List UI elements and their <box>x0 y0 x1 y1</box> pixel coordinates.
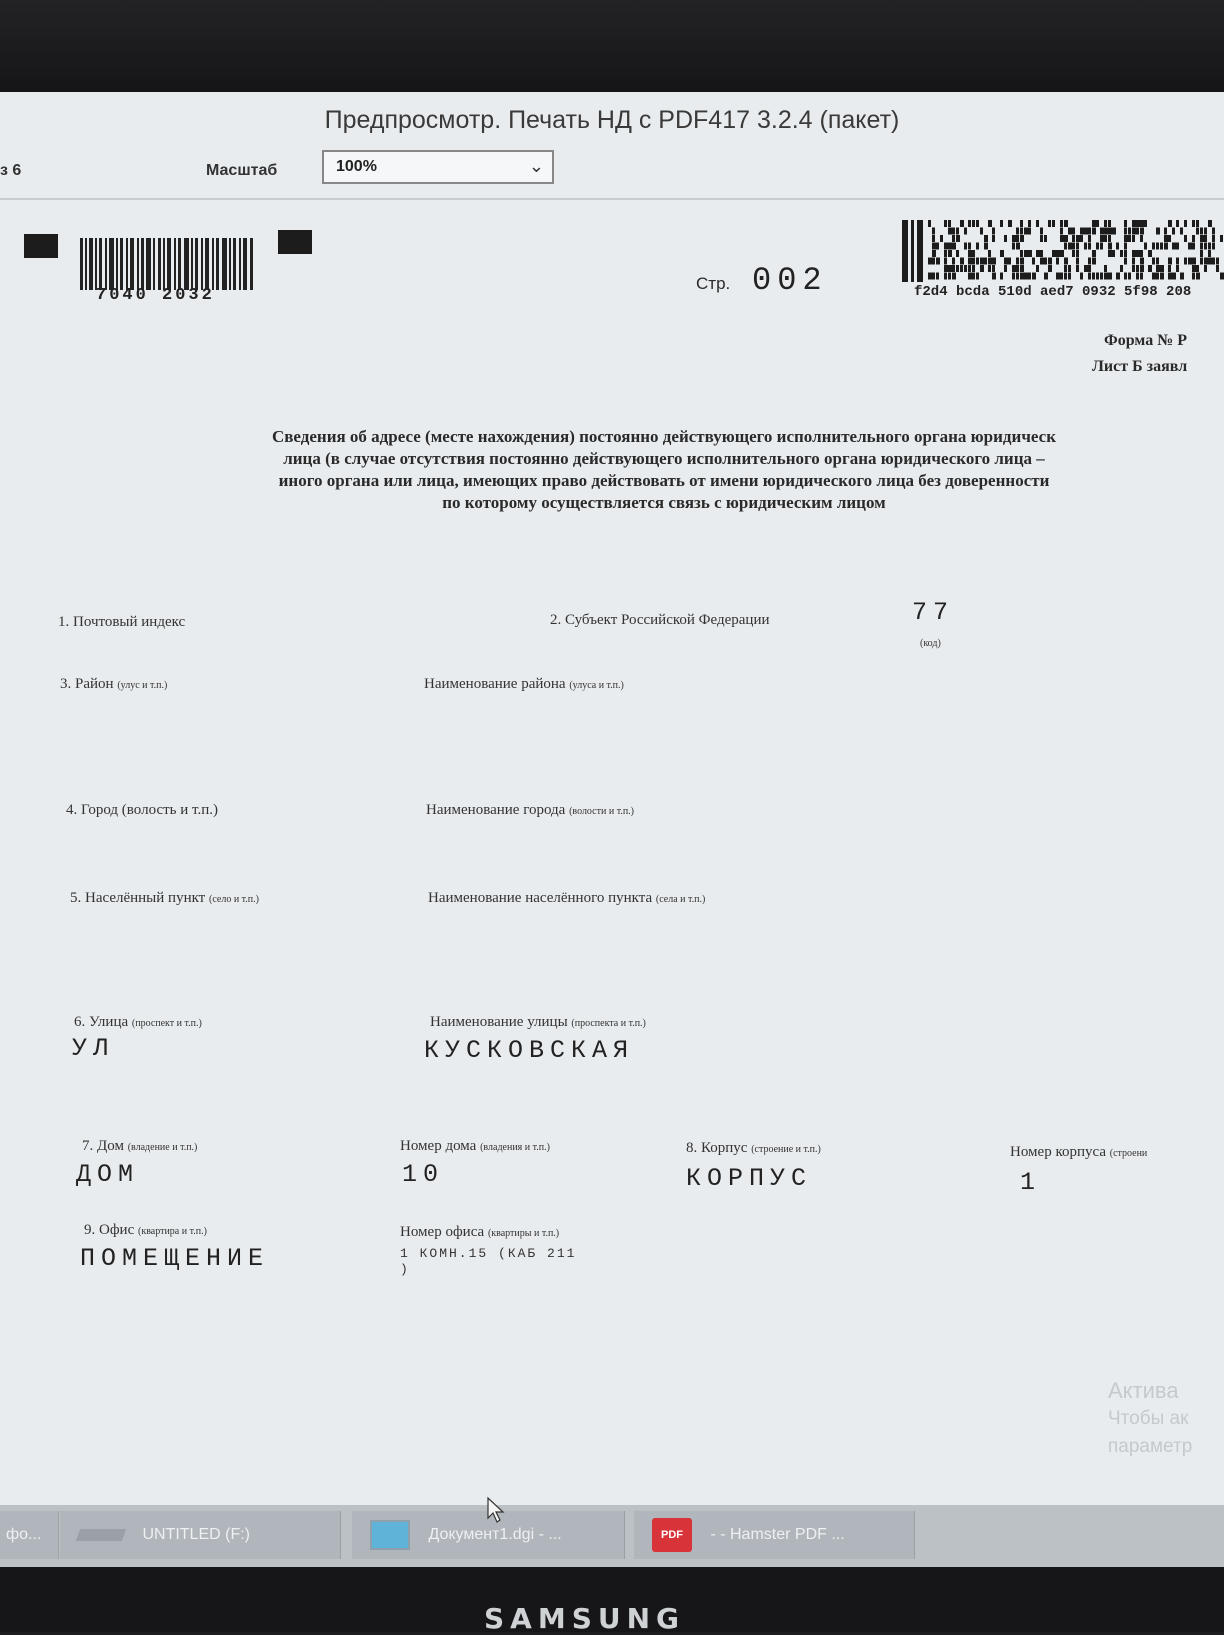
taskbar-item-hamster-pdf[interactable] <box>634 1511 915 1559</box>
document-hash: f2d4 bcda 510d aed7 0932 5f98 208 <box>914 284 1192 300</box>
house-hint: (владение и т.п.) <box>127 1142 198 1153</box>
building-number-hint: (строени <box>1109 1148 1148 1159</box>
taskbar-item[interactable] <box>0 1511 59 1559</box>
watermark-line: Актива <box>1108 1378 1179 1403</box>
district-name-label <box>424 676 624 693</box>
building-number-label <box>1010 1144 1147 1161</box>
barcode-number: 7040 2032 <box>96 286 215 305</box>
settlement-name-label <box>428 890 705 907</box>
street-name-value: КУСКОВСКАЯ <box>424 1036 635 1065</box>
heading-line: по которому осуществляется связь с юридическим лицом <box>442 493 886 512</box>
street-type-value: УЛ <box>72 1034 115 1063</box>
page-count: з 6 <box>0 162 22 179</box>
page-value: 002 <box>752 262 828 299</box>
settlement-name-label-text: Наименование населённого пункта <box>428 890 653 906</box>
monitor-bezel-top <box>0 0 1224 92</box>
building-hint: (строение и т.п.) <box>751 1144 821 1155</box>
house-number-value: 10 <box>402 1160 445 1189</box>
window-title: Предпросмотр. Печать НД с PDF417 3.2.4 (пакет) <box>324 106 900 134</box>
subject-code-hint: (код) <box>920 638 941 649</box>
office-number-label <box>400 1224 559 1241</box>
settlement-hint: (село и т.п.) <box>209 894 259 905</box>
form-number: Форма № Р <box>1104 332 1188 349</box>
city-name-label <box>426 802 634 819</box>
district-name-hint: (улуса и т.п.) <box>569 680 624 691</box>
office-number-label-text: Номер офиса <box>400 1224 485 1240</box>
taskbar-item-label: Документ1.dgi - ... <box>428 1526 562 1543</box>
street-label <box>74 1014 202 1031</box>
district-label <box>60 676 167 693</box>
scale-value: 100% <box>336 158 377 175</box>
document-page <box>0 200 1224 1490</box>
building-number-value: 1 <box>1020 1168 1042 1197</box>
district-hint: (улус и т.п.) <box>117 680 168 691</box>
street-name-label-text: Наименование улицы <box>430 1014 568 1030</box>
office-hint: (квартира и т.п.) <box>138 1226 207 1237</box>
house-number-label <box>400 1138 550 1155</box>
house-label <box>82 1138 197 1155</box>
screen <box>0 92 1224 1567</box>
office-number-value-line1: 1 КОМН.15 (КАБ 211 <box>400 1246 577 1261</box>
taskbar <box>0 1505 1224 1567</box>
city-name-label-text: Наименование города <box>426 802 566 818</box>
watermark-line: Чтобы ак <box>1108 1408 1189 1429</box>
street-label-text: 6. Улица <box>74 1014 129 1030</box>
office-number-value-line2: ) <box>400 1262 410 1277</box>
street-name-hint: (проспекта и т.п.) <box>571 1018 646 1029</box>
building-number-label-text: Номер корпуса <box>1010 1144 1106 1160</box>
registration-mark-right <box>278 230 312 254</box>
heading-line: иного органа или лица, имеющих право действовать от имени юридического лица без доверенности <box>278 471 1050 490</box>
house-type-value: ДОМ <box>76 1160 140 1189</box>
section-heading <box>84 426 1224 514</box>
street-name-label <box>430 1014 646 1031</box>
heading-line: Сведения об адресе (месте нахождения) постоянно действующего исполнительного органа юридическ <box>271 427 1057 446</box>
heading-line: лица (в случае отсутствия постоянно действующего исполнительного органа юридического лица – <box>283 449 1045 468</box>
office-type-value: ПОМЕЩЕНИЕ <box>80 1244 270 1273</box>
building-label-text: 8. Корпус <box>686 1140 748 1156</box>
registration-mark-left <box>24 234 58 258</box>
settlement-label <box>70 890 259 907</box>
office-label-text: 9. Офис <box>84 1222 135 1238</box>
settlement-label-text: 5. Населённый пункт <box>70 890 206 906</box>
house-number-label-text: Номер дома <box>400 1138 477 1154</box>
house-number-hint: (владения и т.п.) <box>480 1142 550 1153</box>
district-name-label-text: Наименование района <box>424 676 566 692</box>
subject-value: 77 <box>912 598 955 627</box>
taskbar-item-untitled[interactable] <box>60 1511 341 1559</box>
house-label-text: 7. Дом <box>82 1138 124 1154</box>
mouse-cursor-icon <box>486 1496 508 1524</box>
monitor-brand-logo: SAMSUNG <box>484 1602 686 1635</box>
sheet-label: Лист Б заявл <box>1092 358 1188 375</box>
barcode-icon <box>80 238 254 290</box>
pdf-icon: PDF <box>652 1518 692 1552</box>
page-label: Стр. <box>696 274 731 293</box>
watermark-line: параметр <box>1108 1436 1193 1457</box>
monitor-icon <box>370 1520 410 1550</box>
postal-code-label: 1. Почтовый индекс <box>58 614 186 630</box>
drive-icon <box>76 1529 126 1541</box>
taskbar-item-label: UNTITLED (F:) <box>142 1526 250 1543</box>
taskbar-item-label: фо... <box>6 1526 42 1543</box>
taskbar-item-label: - - Hamster PDF ... <box>710 1526 845 1543</box>
settlement-name-hint: (села и т.п.) <box>655 894 706 905</box>
preview-toolbar <box>0 144 1224 200</box>
building-type-value: КОРПУС <box>686 1164 813 1193</box>
district-label-text: 3. Район <box>60 676 114 692</box>
city-label: 4. Город (волость и т.п.) <box>66 802 218 818</box>
scale-select[interactable] <box>322 150 554 184</box>
building-label <box>686 1140 821 1157</box>
office-label <box>84 1222 207 1239</box>
city-name-hint: (волости и т.п.) <box>569 806 634 817</box>
scale-label: Масштаб <box>206 162 278 179</box>
street-hint: (проспект и т.п.) <box>131 1018 202 1029</box>
office-number-hint: (квартиры и т.п.) <box>487 1228 560 1239</box>
chevron-down-icon: ⌄ <box>528 156 544 176</box>
pdf417-barcode-icon <box>902 220 1224 282</box>
subject-label: 2. Субъект Российской Федерации <box>550 612 770 628</box>
activation-watermark <box>1108 1377 1192 1461</box>
